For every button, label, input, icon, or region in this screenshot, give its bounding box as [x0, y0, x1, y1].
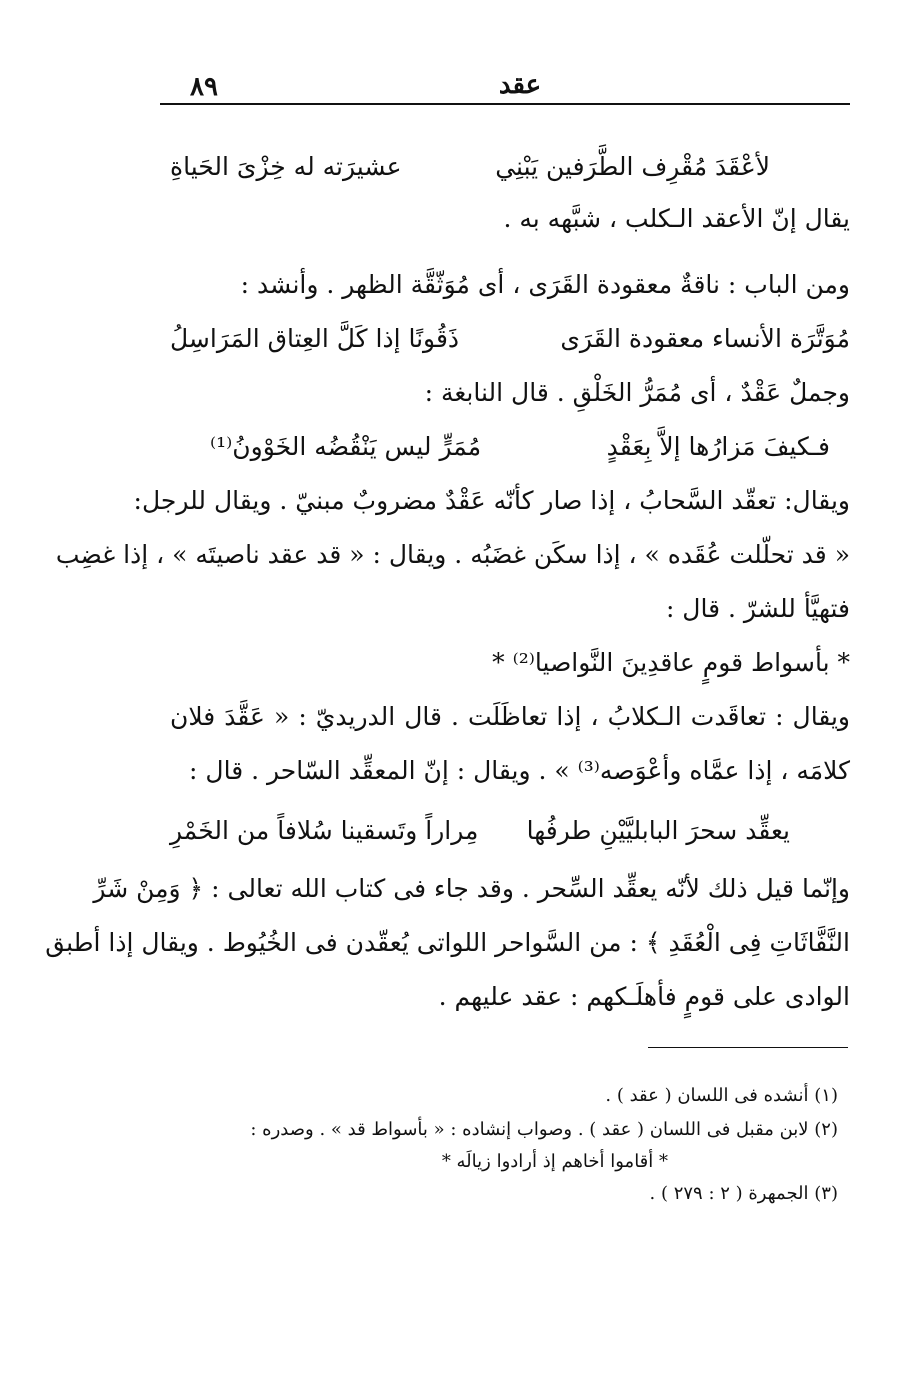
page-number: ٨٩: [190, 72, 218, 102]
body-line-2: ومن الباب : ناقةٌ معقودة القَرَى ، أى مُوَثّقَّة الظهر . وأنشد :: [240, 270, 850, 299]
body-text: [45, 140, 850, 1020]
verse-4-first-hemistich: يعقِّد سحرَ البابليَّيْنِ طرفُها: [526, 816, 790, 845]
header-rule: [160, 103, 850, 105]
body-line-11: النَّفَّاثَاتِ فِى الْعُقَدِ ﴾ : من السَّواحر اللواتى يُعقّدن فى الخُيُوط . ويقال إذا أطبق: [45, 928, 850, 957]
verse-2-second-hemistich: ذَقُونًا إذا كَلَّ العِتاق المَرَاسِلُ: [170, 324, 460, 353]
body-line-1: يقال إنّ الأعقد الـكلب ، شبَّهه به .: [503, 204, 850, 233]
body-line-6: فتهيَّأ للشرّ . قال :: [665, 594, 850, 623]
verse-3-second-hemistich: مُمَرٍّ ليس يَنْقُضُه الخَوْونُ⁽¹⁾: [210, 432, 482, 461]
footnote-rule: [648, 1047, 848, 1048]
footnote-3: (٣) الجمهرة ( ٢ : ٢٧٩ ) .: [649, 1183, 838, 1204]
body-line-5: « قد تحلّلت عُقَده » ، إذا سكَن غضَبُه . ويقال : « قد عقد ناصيتَه » ، إذا غضِب: [55, 540, 850, 569]
footnote-1: (١) أنشده فى اللسان ( عقد ) .: [605, 1085, 838, 1106]
page-header: [160, 68, 850, 108]
verse-4-second-hemistich: مِراراً وتَسقينا سُلافاً من الخَمْرِ: [170, 816, 479, 845]
body-line-8: ويقال : تعاقَدت الـكلابُ ، إذا تعاظَلَت . قال الدريديّ : « عَقَّدَ فلان: [170, 702, 850, 731]
running-title: عقد: [498, 70, 542, 100]
body-line-9: كلامَه ، إذا عمَّاه وأعْوَصه⁽³⁾ » . ويقال : إنّ المعقِّد السّاحر . قال :: [189, 756, 850, 785]
footnote-2: (٢) لابن مقبل فى اللسان ( عقد ) . وصواب إنشاده : « بأسواط قد » . وصدره :: [250, 1119, 838, 1140]
footnote-2-verse: * أقاموا أخاهم إذ أرادوا زيالَه *: [441, 1151, 668, 1172]
body-line-4: ويقال: تعقّد السَّحابُ ، إذا صار كأنّه عَقْدٌ مضروبٌ مبنيّ . ويقال للرجل:: [133, 486, 850, 515]
body-line-10: وإنّما قيل ذلك لأنّه يعقِّد السِّحر . وقد جاء فى كتاب الله تعالى : ﴿ وَمِنْ شَرِّ: [93, 874, 850, 903]
body-line-3: وجملٌ عَقْدٌ ، أى مُمَرُّ الخَلْقِ . قال النابغة :: [424, 378, 850, 407]
verse-3-first-hemistich: فـكيفَ مَزارُها إلاَّ بِعَقْدٍ: [606, 432, 830, 461]
verse-1-first-hemistich: لأعْقَدَ مُقْرِف الطَّرَفين يَبْنِي: [495, 152, 770, 181]
verse-2-first-hemistich: مُوَتَّرَة الأنساء معقودة القَرَى: [560, 324, 850, 353]
verse-1-second-hemistich: عشيرَته له خِزْىَ الحَياةِ: [170, 152, 402, 181]
body-line-7: * بأسواط قومٍ عاقدِينَ النَّواصيا⁽²⁾ *: [492, 648, 850, 677]
body-line-12: الوادى على قومٍ فأهلَـكهم : عقد عليهم .: [438, 982, 850, 1011]
